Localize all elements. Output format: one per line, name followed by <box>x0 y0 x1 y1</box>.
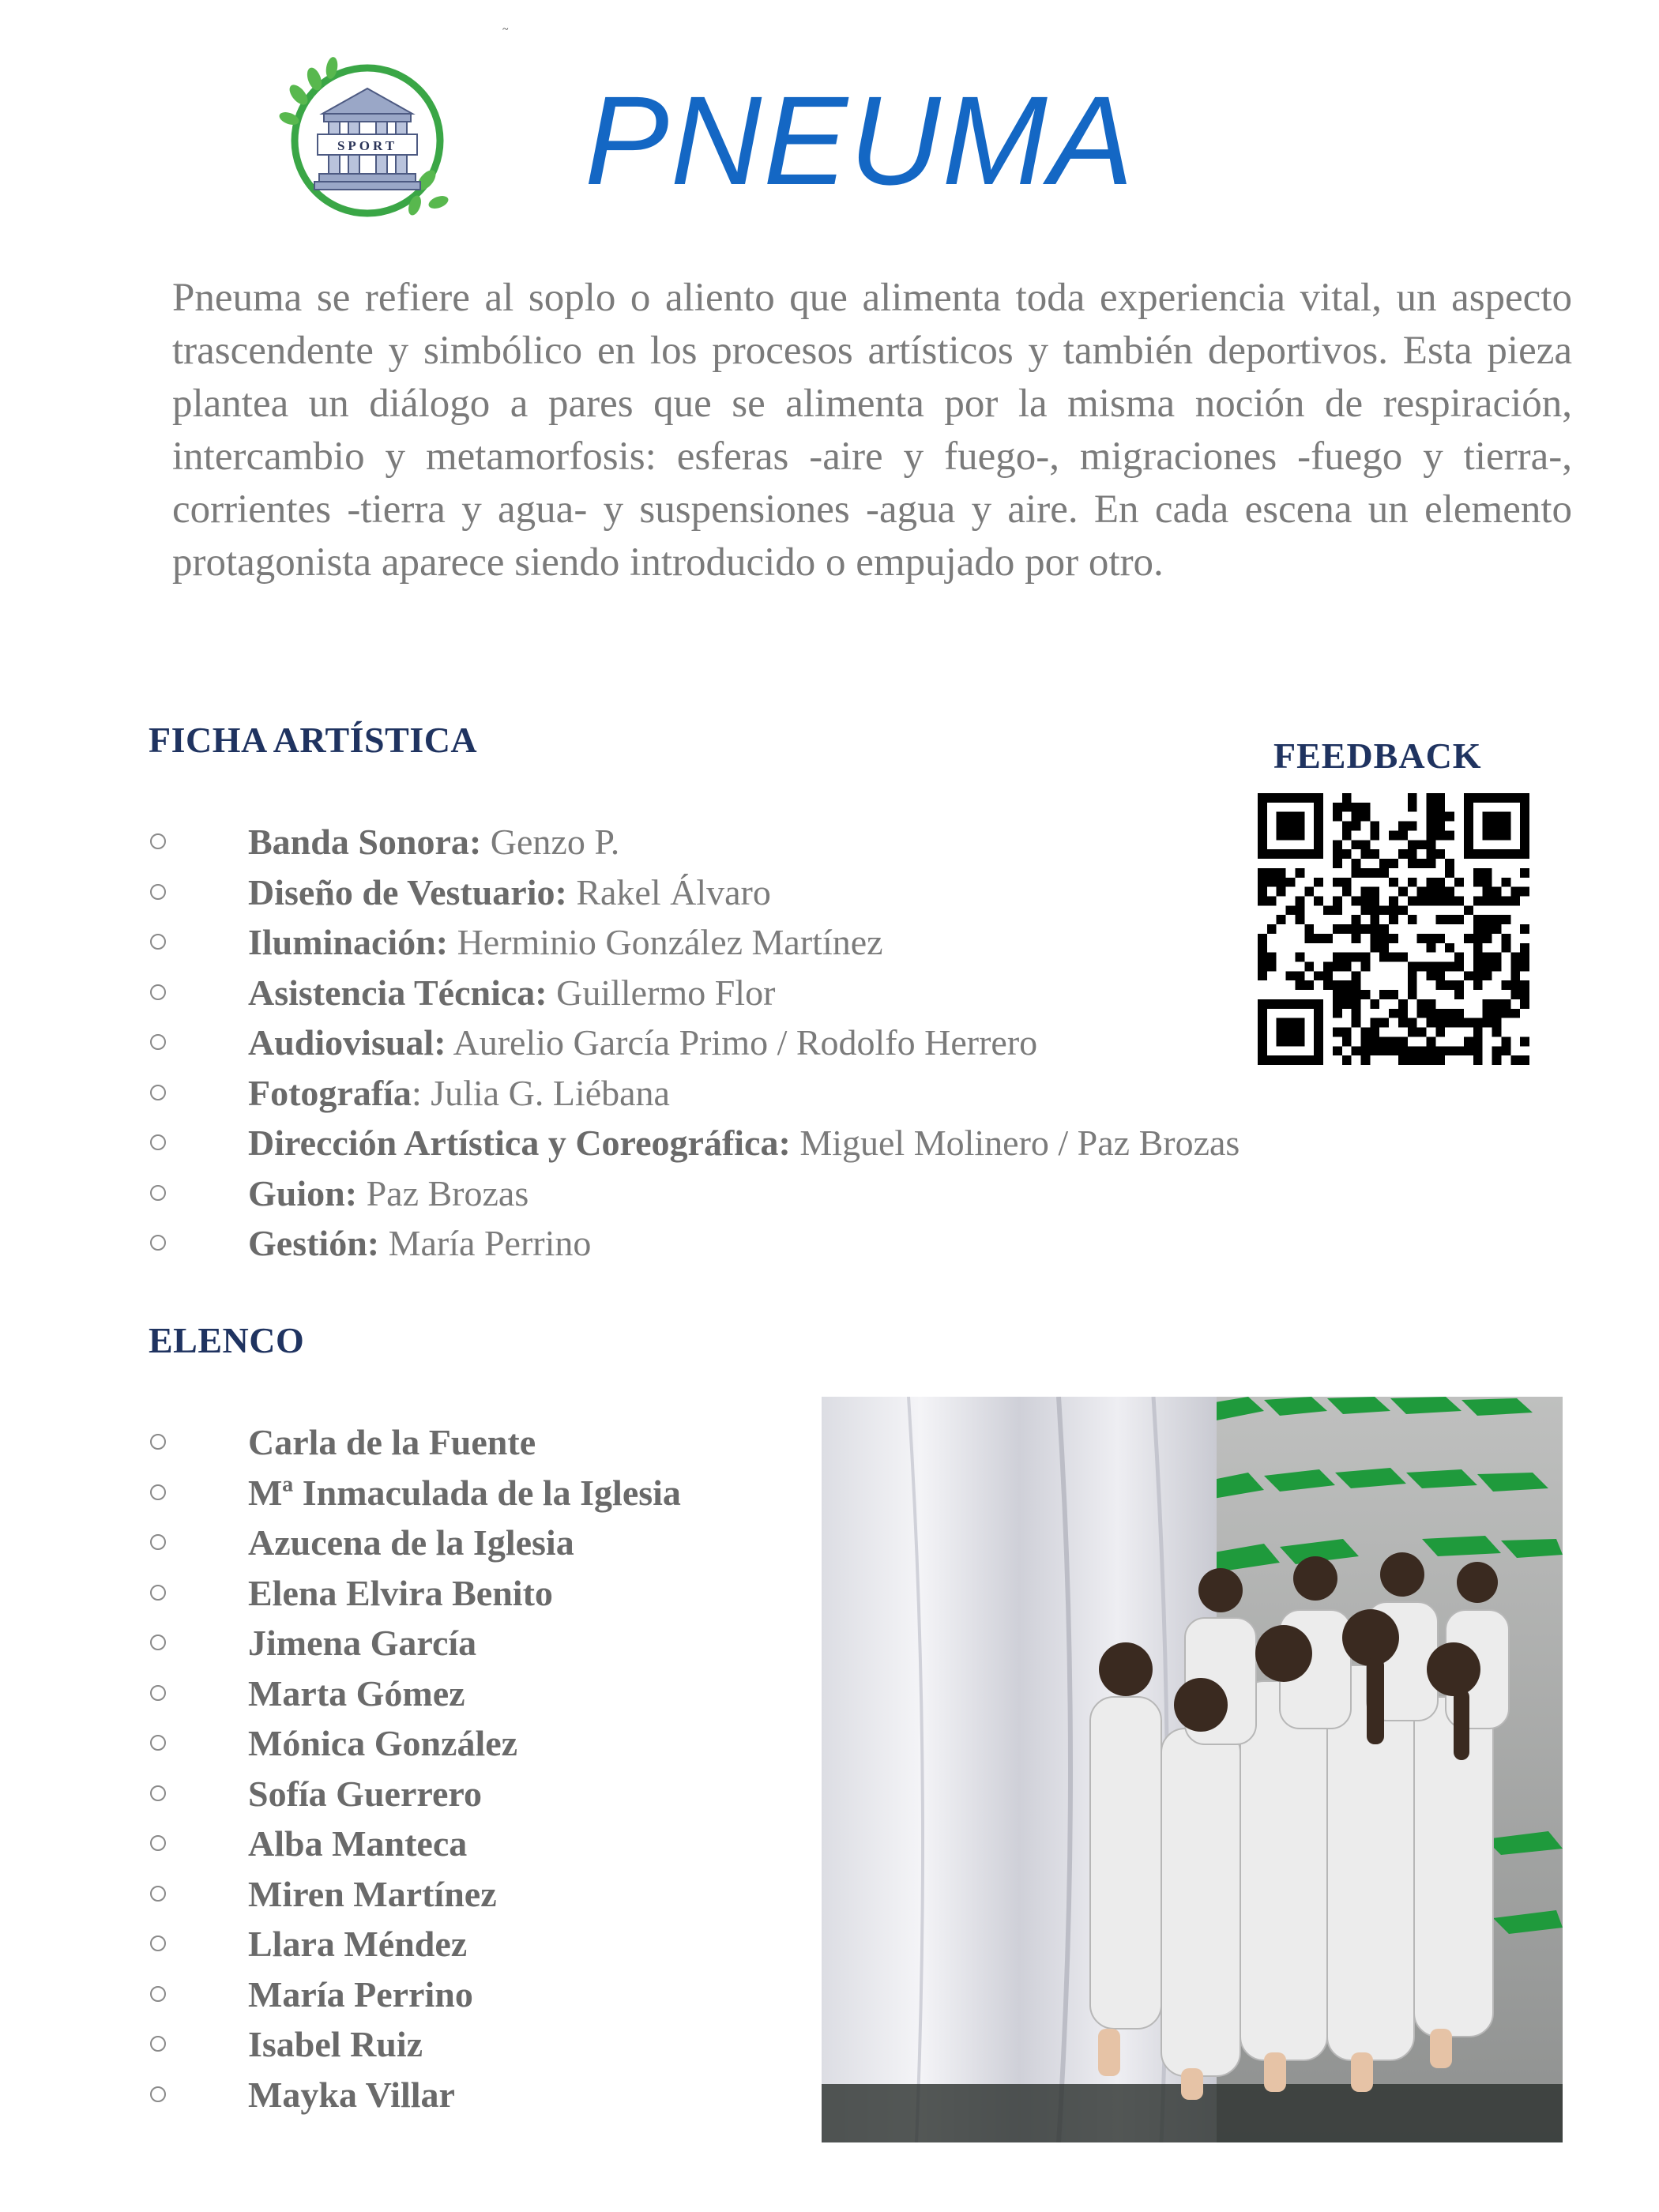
ficha-item <box>149 917 1413 968</box>
cast-photo <box>822 1397 1563 2142</box>
elenco-item <box>149 1718 828 1769</box>
ficha-heading: FICHA ARTÍSTICA <box>149 720 478 760</box>
cast-member: Jimena García <box>248 1623 477 1663</box>
ficha-item <box>149 1168 1413 1219</box>
cast-member: María Perrino <box>248 1973 473 2014</box>
bullet-icon <box>150 2036 166 2052</box>
bullet-icon <box>150 1484 166 1500</box>
elenco-item <box>149 2019 828 2070</box>
bullet-icon <box>150 1185 166 1201</box>
cast-member: Mónica González <box>248 1723 518 1763</box>
elenco-item <box>149 1618 828 1668</box>
ficha-list <box>149 817 1413 1269</box>
bullet-icon <box>150 1585 166 1601</box>
ficha-item <box>149 1118 1413 1168</box>
bullet-icon <box>150 1986 166 2002</box>
cast-member: Alba Manteca <box>248 1823 468 1864</box>
bullet-icon <box>150 1685 166 1701</box>
ficha-person: Julia G. Liébana <box>431 1072 670 1113</box>
ficha-role: Fotografía <box>248 1072 412 1113</box>
ficha-sep: : <box>344 1172 358 1213</box>
bullet-icon <box>150 984 166 1000</box>
cast-member: Sofía Guerrero <box>248 1773 482 1814</box>
ficha-item <box>149 1218 1413 1269</box>
ficha-role: Guion <box>248 1172 345 1213</box>
ficha-sep: : <box>435 922 449 962</box>
ficha-sep: : <box>535 972 547 1013</box>
intro-paragraph: Pneuma se refiere al soplo o aliento que alimenta toda experiencia vital, un aspecto trascendente y simbólico en los procesos artísticos y también deportivos. Esta pieza plantea un diálogo a pares que se alimenta por la misma noción de respiración, intercambio y metamorfosis: esferas -aire y fuego-, migraciones -fuego y tierra-, corrientes -tierra y agua- y suspensiones -agua y aire. En cada escena un elemento protagonista aparece siendo introducido o empujado por otro. <box>172 276 1572 585</box>
ficha-role: Banda Sonora <box>248 822 469 862</box>
elenco-item <box>149 1668 828 1719</box>
bullet-icon <box>150 1785 166 1801</box>
page-title: PNEUMA <box>585 70 1135 211</box>
ficha-role: Iluminación <box>248 922 436 962</box>
cast-member: Llara Méndez <box>248 1924 468 1964</box>
ficha-item <box>149 867 1413 918</box>
elenco-heading: ELENCO <box>149 1320 305 1360</box>
ficha-item <box>149 968 1413 1018</box>
bullet-icon <box>150 2086 166 2102</box>
ficha-person: Rakel Álvaro <box>576 871 771 912</box>
ficha-sep: : <box>367 1223 380 1263</box>
bullet-icon <box>150 1085 166 1100</box>
ficha-item <box>149 1068 1413 1119</box>
cast-member: Marta Gómez <box>248 1672 465 1714</box>
ficha-person: Guillermo Flor <box>556 972 776 1013</box>
cast-member: Miren Martínez <box>248 1873 497 1914</box>
bullet-icon <box>150 1534 166 1550</box>
elenco-item <box>149 1468 828 1518</box>
ficha-person: Herminio González Martínez <box>457 922 883 962</box>
elenco-item <box>149 1819 828 1869</box>
elenco-item <box>149 1969 828 2020</box>
bullet-icon <box>150 1134 166 1150</box>
bullet-icon <box>150 1835 166 1851</box>
bullet-icon <box>150 1034 166 1050</box>
ficha-person: Genzo P. <box>490 822 620 862</box>
ficha-sep: : <box>778 1123 791 1163</box>
bullet-icon <box>150 884 166 900</box>
elenco-item <box>149 1518 828 1568</box>
ficha-person: Paz Brozas <box>366 1172 529 1213</box>
feedback-qr-code[interactable] <box>1258 793 1529 1065</box>
ficha-role: Gestión <box>248 1223 367 1263</box>
bullet-icon <box>150 1735 166 1751</box>
ficha-role: Dirección Artística y Coreográfica <box>248 1123 779 1163</box>
cast-member: Carla de la Fuente <box>248 1422 536 1462</box>
ficha-person: María Perrino <box>388 1223 592 1263</box>
ficha-item <box>149 1018 1413 1068</box>
bullet-icon <box>150 1235 166 1251</box>
bullet-icon <box>150 833 166 849</box>
elenco-item <box>149 1769 828 1819</box>
bullet-icon <box>150 1886 166 1902</box>
stray-mark: ~ <box>502 24 509 36</box>
ficha-person: Aurelio García Primo / Rodolfo Herrero <box>453 1022 1038 1063</box>
elenco-item <box>149 1568 828 1619</box>
cast-member: Isabel Ruiz <box>248 2024 423 2064</box>
ficha-item <box>149 817 1413 867</box>
elenco-item <box>149 1417 828 1468</box>
bullet-icon <box>150 1936 166 1951</box>
elenco-item <box>149 1869 828 1920</box>
logo-text: SPORT <box>337 138 398 153</box>
ficha-sep: : <box>555 871 567 912</box>
bullet-icon <box>150 1434 166 1450</box>
bullet-icon <box>150 934 166 950</box>
elenco-list <box>149 1417 828 2120</box>
cast-member: Mª Inmaculada de la Iglesia <box>248 1472 681 1513</box>
ficha-sep: : <box>434 1022 446 1063</box>
elenco-item <box>149 1919 828 1969</box>
bullet-icon <box>150 1635 166 1650</box>
ficha-role: Audiovisual <box>248 1022 434 1063</box>
cast-member: Elena Elvira Benito <box>248 1572 553 1613</box>
ficha-person: Miguel Molinero / Paz Brozas <box>799 1123 1240 1163</box>
cast-member: Azucena de la Iglesia <box>248 1522 574 1563</box>
feedback-label: FEEDBACK <box>1273 735 1482 776</box>
ficha-sep: : <box>411 1072 422 1113</box>
elenco-item <box>149 2070 828 2120</box>
cast-member: Mayka Villar <box>248 2074 455 2115</box>
ficha-role: Asistencia Técnica <box>248 972 536 1013</box>
ficha-sep: : <box>468 822 482 862</box>
sport-logo <box>269 47 466 229</box>
ficha-role: Diseño de Vestuario <box>248 871 555 912</box>
